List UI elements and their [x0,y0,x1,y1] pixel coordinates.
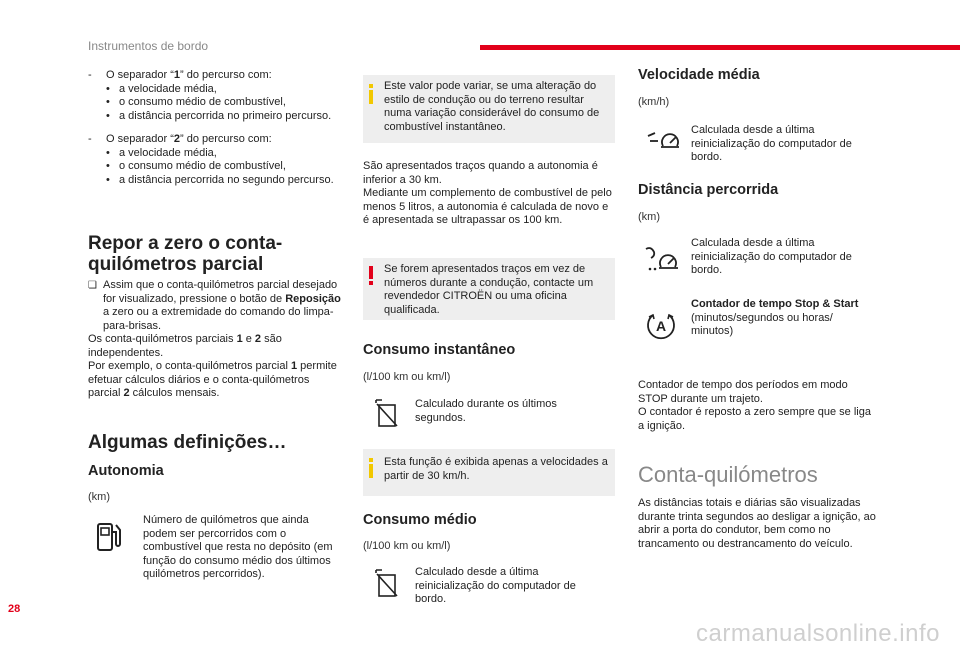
reset-para-1: Os conta-quilómetros parciais 1 e 2 são independentes. [88,333,282,359]
list-item: • o consumo médio de combustível, [106,96,343,110]
page-number: 28 [8,603,21,615]
trip-item-2: - O separador “2” do percurso com: • a velocidade média, • o consumo médio de combustível, • a distância percorrida no segundo percurso. [88,133,343,187]
info-box-speed: Esta função é exibida apenas a velocidades a partir de 30 km/h. [363,449,615,496]
watermark: carmanualsonline.info [696,620,940,647]
trip-2-bullets [106,147,343,188]
warning-icon [369,266,373,285]
autonomia-notes: São apresentados traços quando a autonomia é inferior a 30 km. Mediante um complemento de combustível de pelo menos 5 litros, a autonomia é calculada de novo e é apresentada se ultrapassar os 100 km. [363,160,612,226]
section-header: Instrumentos de bordo [88,39,209,53]
checkbox-icon: ❏ [88,280,97,291]
svg-text:A: A [655,318,667,334]
trip-list [88,69,343,187]
distancia-percorrida-desc: Calculada desde a última reinicialização do computador de bordo. [691,237,852,276]
fuel-gauge-icon [373,398,399,428]
stop-start-title: Contador de tempo Stop & Start [691,298,859,310]
stop-start-icon [645,309,677,341]
consumo-medio-unit: (l/100 km ou km/l) [363,540,451,552]
list-item: • a velocidade média, [106,83,343,97]
warning-box: Se forem apresentados traços em vez de números durante a condução, contacte um revendedor CITROËN ou uma oficina qualificada. [363,258,615,320]
conta-quilometros-desc: As distâncias totais e diárias são visualizadas durante trinta segundos ao desligar a ignição, ao abrir a porta do condutor, bem como no trancamento ou destrancamento do veículo. [638,497,876,550]
list-item: • a velocidade média, [106,147,343,161]
fuel-gauge-icon [373,568,399,598]
autonomia-unit: (km) [88,491,110,503]
velocidade-media-unit: (km/h) [638,96,670,108]
trip-1-bullets [106,83,343,124]
trip-item-1: - O separador “1” do percurso com: • a velocidade média, • o consumo médio de combustível, • a distância percorrida no primeiro percurso. [88,69,343,123]
list-item: • a distância percorrida no primeiro percurso. [106,110,343,124]
velocidade-media-title: Velocidade média [638,67,760,83]
list-item: • a distância percorrida no segundo percurso. [106,174,343,188]
info-box-variation: Este valor pode variar, se uma alteração do estilo de condução ou do terreno resultar numa variação considerável do consumo de combustível instantâneo. [363,75,615,143]
reset-para-2: Por exemplo, o conta-quilómetros parcial 1 permite efetuar cálculos diários e o conta-quilómetros parcial 2 cálculos mensais. [88,360,337,399]
info-bar-icon [369,458,373,478]
info-bar-icon [369,84,373,104]
consumo-instantaneo-desc: Calculado durante os últimos segundos. [415,398,557,424]
fuel-pump-icon [95,520,127,552]
distance-icon [644,245,680,271]
header-accent-bar [480,45,960,50]
consumo-instantaneo-title: Consumo instantâneo [363,342,516,358]
velocidade-media-desc: Calculada desde a última reinicialização do computador de bordo. [691,124,852,163]
reset-section [88,279,343,401]
definitions-title: Algumas definições… [88,432,287,453]
consumo-instantaneo-unit: (l/100 km ou km/l) [363,371,451,383]
stop-start-block [691,298,891,339]
autonomia-title: Autonomia [88,463,164,479]
consumo-medio-title: Consumo médio [363,512,477,528]
consumo-medio-desc: Calculado desde a última reinicialização do computador de bordo. [415,566,576,605]
reset-title: Repor a zero o conta-quilómetros parcial [88,233,283,275]
reset-step: ❏ Assim que o conta-quilómetros parcial desejado for visualizado, pressione o botão de Reposição a zero ou a extremidade do comando do limpa-para-brisas. [88,279,341,332]
autonomia-desc: Número de quilómetros que ainda podem ser percorridos com o combustível que resta no depósito (em função do consumo médio dos últimos quilómetros percorridos). [143,514,333,580]
list-item: • o consumo médio de combustível, [106,160,343,174]
distancia-percorrida-unit: (km) [638,211,660,223]
distancia-percorrida-title: Distância percorrida [638,182,779,198]
speed-icon [646,128,680,150]
stop-start-desc: (minutos/segundos ou horas/ minutos) [691,311,833,337]
stop-start-notes: Contador de tempo dos períodos em modo STOP durante um trajeto. O contador é reposto a zero sempre que se liga a ignição. [638,379,871,432]
conta-quilometros-title: Conta-quilómetros [638,462,818,487]
